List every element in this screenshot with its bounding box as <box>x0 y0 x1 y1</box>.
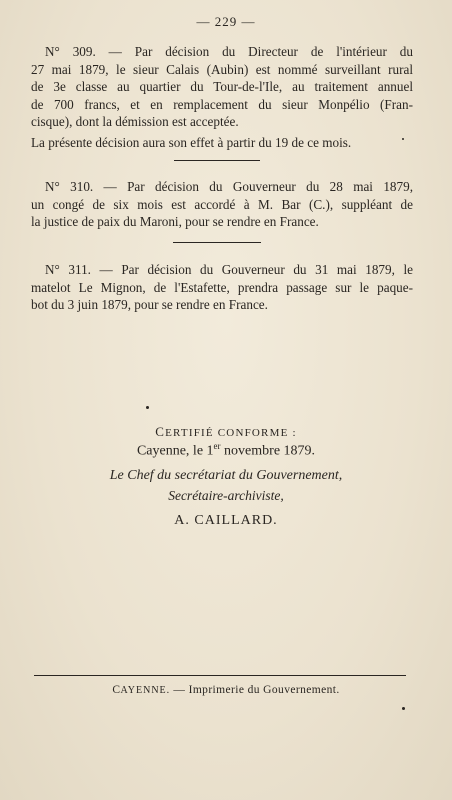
print-speck <box>402 138 404 140</box>
certification-label: CERTIFIÉ CONFORME : <box>155 424 297 439</box>
decision-311-line-1: N° 311. — Par décision du Gouverneur du 31 mai 1879, le <box>45 262 413 277</box>
decision-311-line-3: bot du 3 juin 1879, pour se rendre en France. <box>31 297 268 313</box>
decision-310 <box>31 178 413 231</box>
decision-309-line-1: N° 309. — Par décision du Directeur de l'intérieur du <box>45 44 413 59</box>
decision-310-line-2: un congé de six mois est accordé à M. Bar (C.), suppléant de <box>31 196 413 212</box>
certification-date: Cayenne, le 1er novembre 1879. <box>136 441 316 459</box>
decision-309 <box>31 43 413 152</box>
footer-rule <box>34 675 406 676</box>
certification-role: Secrétaire-archiviste, <box>168 488 284 503</box>
decision-309-line-4: de 700 francs, et en remplacement du sieur Monpélio (Fran- <box>31 96 413 112</box>
decision-311 <box>31 261 413 314</box>
certification-signatory: A. CAILLARD. <box>174 513 278 528</box>
print-speck <box>146 406 149 409</box>
printer-imprint: CAYENNE. — Imprimerie du Gouvernement. <box>112 684 340 696</box>
decision-309-line-2: 27 mai 1879, le sieur Calais (Aubin) est nommé surveillant rural <box>31 61 413 77</box>
decision-310-line-3: la justice de paix du Maroni, pour se rendre en France. <box>31 214 319 230</box>
decision-309-line-3: de 3e classe au quartier du Tour-de-l'Ile, au traitement annuel <box>31 79 413 95</box>
decision-311-line-2: matelot Le Mignon, de l'Estafette, prendra passage sur le paque- <box>31 279 413 295</box>
certification-chef: Le Chef du secrétariat du Gouvernement, <box>109 468 343 483</box>
decision-309-note: La présente décision aura son effet à partir du 19 de ce mois. <box>31 134 352 150</box>
print-speck <box>402 707 405 710</box>
separator-rule <box>173 242 261 243</box>
page-number: — 229 — <box>196 14 256 29</box>
separator-rule <box>174 160 260 161</box>
decision-309-line-5: cisque), dont la démission est acceptée. <box>31 114 239 130</box>
decision-310-line-1: N° 310. — Par décision du Gouverneur du 28 mai 1879, <box>45 179 413 194</box>
